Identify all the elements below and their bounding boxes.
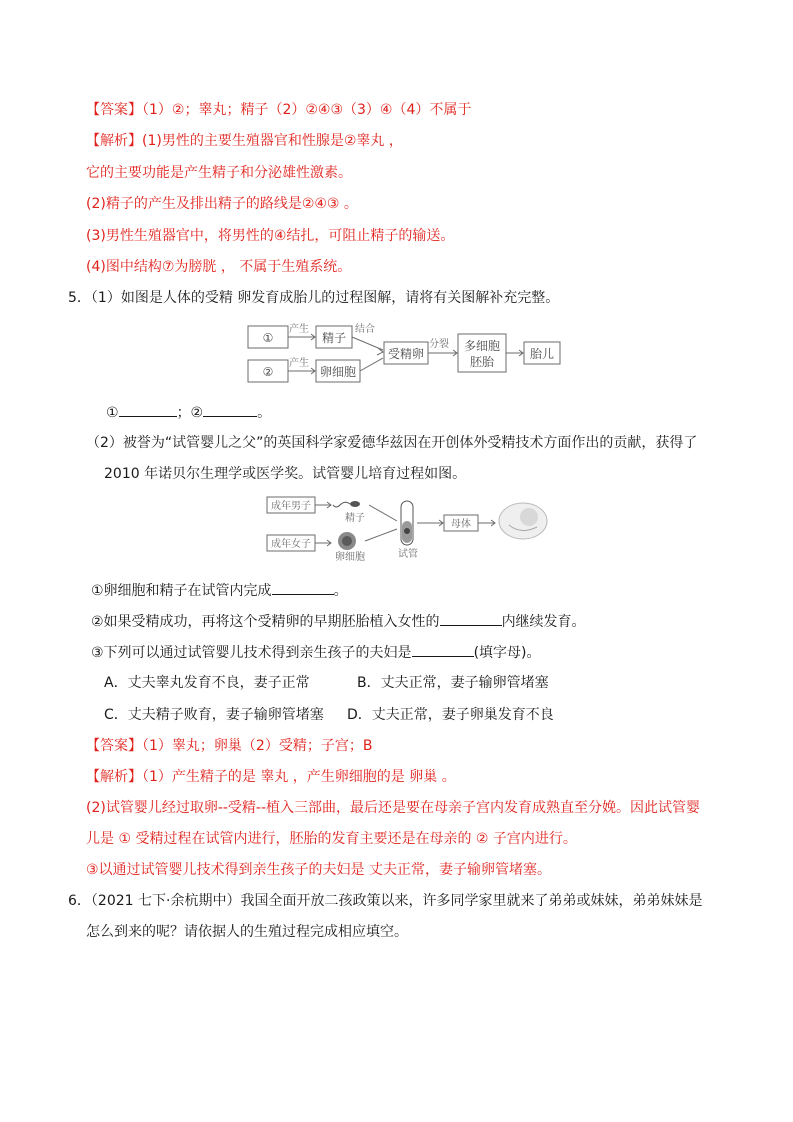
produce-label-1: 产生: [289, 324, 309, 335]
combine-label: 结合: [355, 324, 375, 335]
q4-analysis-3: (3)男性生殖器官中，将男性的④结扎，可阻止精子的输送。: [86, 228, 455, 244]
egg-label: 卵细胞: [335, 552, 365, 563]
blank-sub3[interactable]: [412, 642, 474, 657]
answer-text: （1）睾丸；卵巢（2）受精；子宫；B: [142, 738, 373, 754]
q5-sub1: [91, 580, 348, 601]
q5-analysis-3: ③以通过试管婴儿技术得到亲生孩子的夫妇是 丈夫正常，妻子输卵管堵塞。: [86, 862, 551, 878]
blank-separator: ；②: [176, 405, 204, 421]
question-text: （1）如图是人体的受精 卵发育成胎儿的过程图解，请将有关图解补充完整。: [90, 290, 560, 306]
question-number: 6．: [68, 893, 91, 909]
analysis-tag: 【解析】: [86, 769, 142, 785]
adult-male-label: 成年男子: [271, 501, 311, 512]
sperm-label: 精子: [321, 331, 347, 345]
q5-sub3: [91, 642, 541, 663]
analysis-tag: 【解析】: [86, 133, 142, 149]
analysis-text: (1)男性的主要生殖器官和性腺是②睾丸 ，: [142, 133, 403, 149]
option-c[interactable]: C．丈夫精子败育，妻子输卵管堵塞: [104, 707, 324, 723]
q5-analysis-2a: (2)试管婴儿经过取卵--受精--植入三部曲，最后还是要在母亲子宫内发育成熟直至分娩。因此试管婴: [86, 800, 701, 816]
sub2-end: 内继续发育。: [501, 614, 586, 630]
fertilization-flow-diagram: [243, 318, 563, 388]
q5-part1-blanks: [106, 402, 271, 423]
q5-analysis-1: [86, 767, 456, 787]
answer-text: （1）②；睾丸；精子（2）②④③（3）④（4）不属于: [142, 102, 472, 118]
blank1-label: ①: [106, 405, 119, 421]
fetus-label: 胎儿: [529, 347, 555, 361]
blank-end: 。: [257, 405, 272, 421]
option-b[interactable]: B．丈夫正常，妻子输卵管堵塞: [357, 675, 549, 691]
produce-label-2: 产生: [289, 358, 309, 369]
question-number: 5．: [68, 290, 91, 306]
q5-answer: [86, 736, 372, 756]
q4-analysis-2: (2)精子的产生及排出精子的路线是②④③ 。: [86, 196, 358, 212]
question-text: （2021 七下·余杭期中）我国全面开放二孩政策以来，许多同学家里就来了弟弟或妹妹，弟弟妹妹是: [90, 893, 703, 909]
blank-sub2[interactable]: [440, 611, 502, 626]
q4-analysis-1b: 它的主要功能是产生精子和分泌雄性激素。: [86, 165, 352, 181]
option-d[interactable]: D．丈夫正常，妻子卵巢发育不良: [347, 707, 554, 723]
answer-tag: 【答案】: [86, 738, 142, 754]
q5-analysis-2b: 儿是 ① 受精过程在试管内进行，胚胎的发育主要还是在母亲的 ② 子宫内进行。: [86, 831, 577, 847]
embryo-label-line2: 胚胎: [469, 355, 495, 369]
q5-part2-line2: 2010 年诺贝尔生理学或医学奖。试管婴儿培育过程如图。: [104, 466, 467, 482]
sub3-text: ③下列可以通过试管婴儿技术得到亲生孩子的夫妇是: [91, 645, 412, 661]
q5-sub2: [91, 611, 586, 632]
baby-icon: [499, 503, 547, 539]
box-2-label: ②: [262, 365, 274, 379]
sperm-label: 精子: [345, 513, 365, 524]
zygote-label: 受精卵: [387, 347, 425, 361]
egg-label: 卵细胞: [319, 365, 357, 379]
q6-line2: 怎么到来的呢？请依据人的生殖过程完成相应填空。: [86, 924, 408, 940]
blank-1[interactable]: [119, 402, 177, 417]
sub1-text: ①卵细胞和精子在试管内完成: [91, 583, 272, 599]
answer-tag: 【答案】: [86, 102, 142, 118]
ivf-process-diagram: [265, 491, 555, 563]
analysis-text: （1）产生精子的是 睾丸 ，产生卵细胞的是 卵巢 。: [142, 769, 456, 785]
sperm-icon: [333, 501, 360, 507]
q4-analysis-4: (4)图中结构⑦为膀胱 ， 不属于生殖系统。: [86, 259, 352, 275]
blank-sub1[interactable]: [272, 580, 334, 595]
q6-line1: [68, 891, 702, 911]
sub2-text: ②如果受精成功，再将这个受精卵的早期胚胎植入女性的: [91, 614, 440, 630]
embryo-label-line1: 多细胞: [463, 339, 501, 353]
tube-label: 试管: [398, 549, 418, 560]
q5-part2-line1: （2）被誉为“试管婴儿之父”的英国科学家爱德华兹因在开创体外受精技术方面作出的贡献，获得了: [86, 435, 698, 451]
test-tube-icon: [401, 501, 413, 545]
q4-analysis-1a: [86, 131, 403, 151]
sub1-end: 。: [333, 583, 348, 599]
q4-answer: [86, 100, 471, 120]
egg-cell-icon: [338, 532, 356, 550]
q5-part1-question: [68, 288, 559, 308]
option-a[interactable]: A．丈夫睾丸发育不良，妻子正常: [104, 675, 310, 691]
sub3-end: (填字母)。: [473, 645, 541, 661]
mother-label: 母体: [451, 519, 471, 530]
divide-label: 分裂: [429, 339, 449, 350]
adult-female-label: 成年女子: [271, 539, 311, 550]
blank-2[interactable]: [203, 402, 257, 417]
box-1-label: ①: [262, 331, 274, 345]
